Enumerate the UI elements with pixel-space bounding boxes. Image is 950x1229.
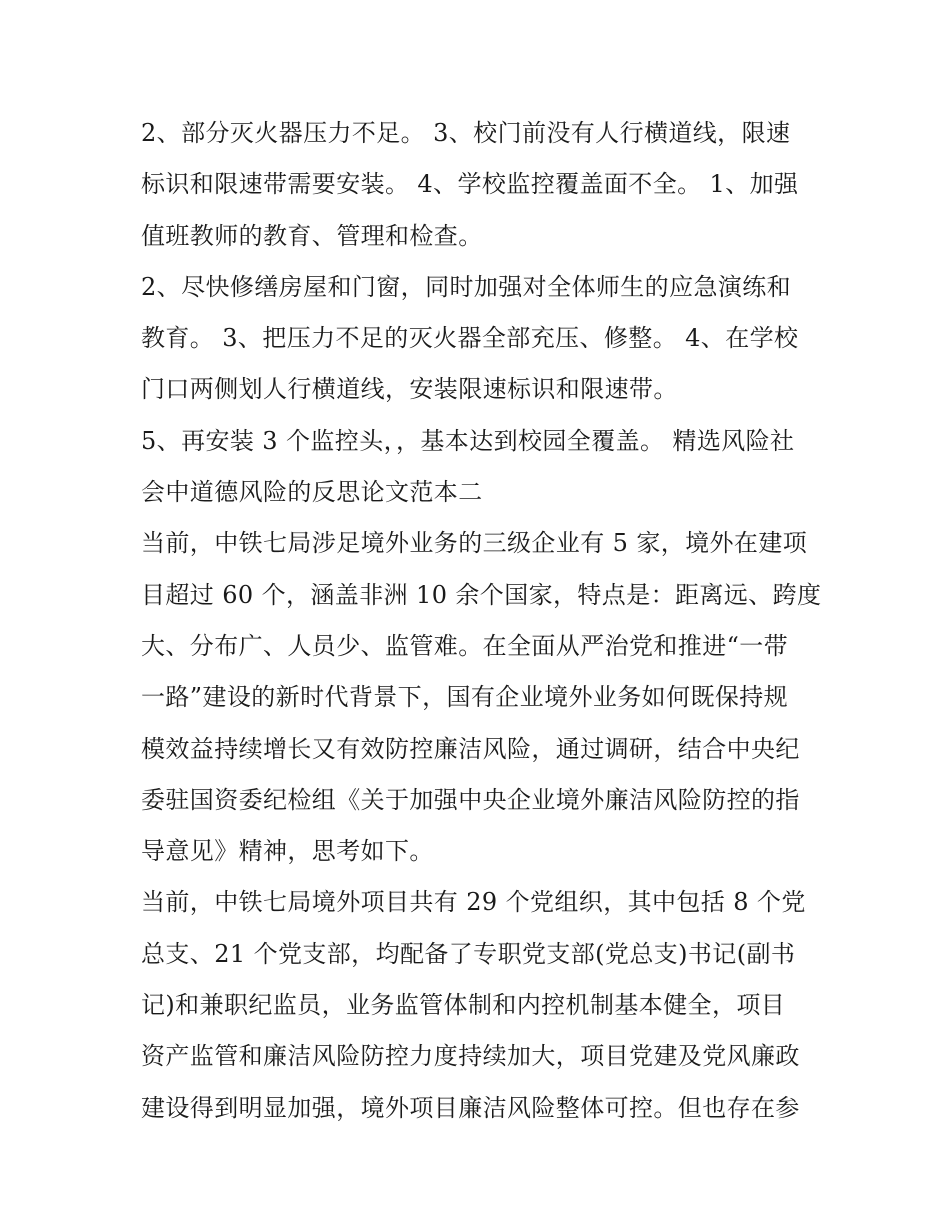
text-line: 门口两侧划人行横道线，安装限速标识和限速带。 (141, 375, 678, 404)
text-line: 标识和限速带需要安装。 4、学校监控覆盖面不全。 1、加强 (141, 170, 799, 199)
text-line: 当前，中铁七局涉足境外业务的三级企业有 5 家，境外在建项 (141, 529, 808, 558)
text-line: 5、再安装 3 个监控头，，基本达到校园全覆盖。 精选风险社 (141, 426, 795, 455)
paragraph-5 (141, 877, 821, 1133)
text-line: 导意见》精神，思考如下。 (141, 837, 434, 866)
text-line: 大、分布广、人员少、监管难。在全面从严治党和推进“一带 (141, 631, 789, 660)
text-line: 模效益持续增长又有效防控廉洁风险，通过调研，结合中央纪 (141, 734, 800, 763)
text-line: 总支、21 个党支部，均配备了专职党支部(党总支)书记(副书 (141, 939, 796, 968)
text-line: 2、部分灭火器压力不足。 3、校门前没有人行横道线，限速 (141, 119, 791, 147)
paragraph-3 (141, 416, 821, 519)
text-line: 委驻国资委纪检组《关于加强中央企业境外廉洁风险防控的指 (141, 785, 800, 814)
document-body (141, 108, 821, 1134)
paragraph-1 (141, 108, 821, 262)
text-line: 当前，中铁七局境外项目共有 29 个党组织，其中包括 8 个党 (141, 888, 806, 917)
text-line: 值班教师的教育、管理和检查。 (141, 221, 483, 250)
text-line: 记)和兼职纪监员，业务监管体制和内控机制基本健全，项目 (141, 991, 786, 1020)
text-line: 教育。 3、把压力不足的灭火器全部充压、修整。 4、在学校 (141, 324, 799, 353)
paragraph-4 (141, 518, 821, 877)
text-line: 一路”建设的新时代背景下，国有企业境外业务如何既保持规 (141, 683, 789, 712)
text-line: 资产监管和廉洁风险防控力度持续加大，项目党建及党风廉政 (141, 1042, 800, 1071)
text-line: 会中道德风险的反思论文范本二 (141, 478, 483, 507)
text-line: 建设得到明显加强，境外项目廉洁风险整体可控。但也存在参 (141, 1093, 800, 1122)
text-line: 2、尽快修缮房屋和门窗，同时加强对全体师生的应急演练和 (141, 272, 792, 301)
paragraph-2 (141, 262, 821, 416)
text-line: 目超过 60 个，涵盖非洲 10 余个国家，特点是：距离远、跨度 (141, 580, 822, 609)
